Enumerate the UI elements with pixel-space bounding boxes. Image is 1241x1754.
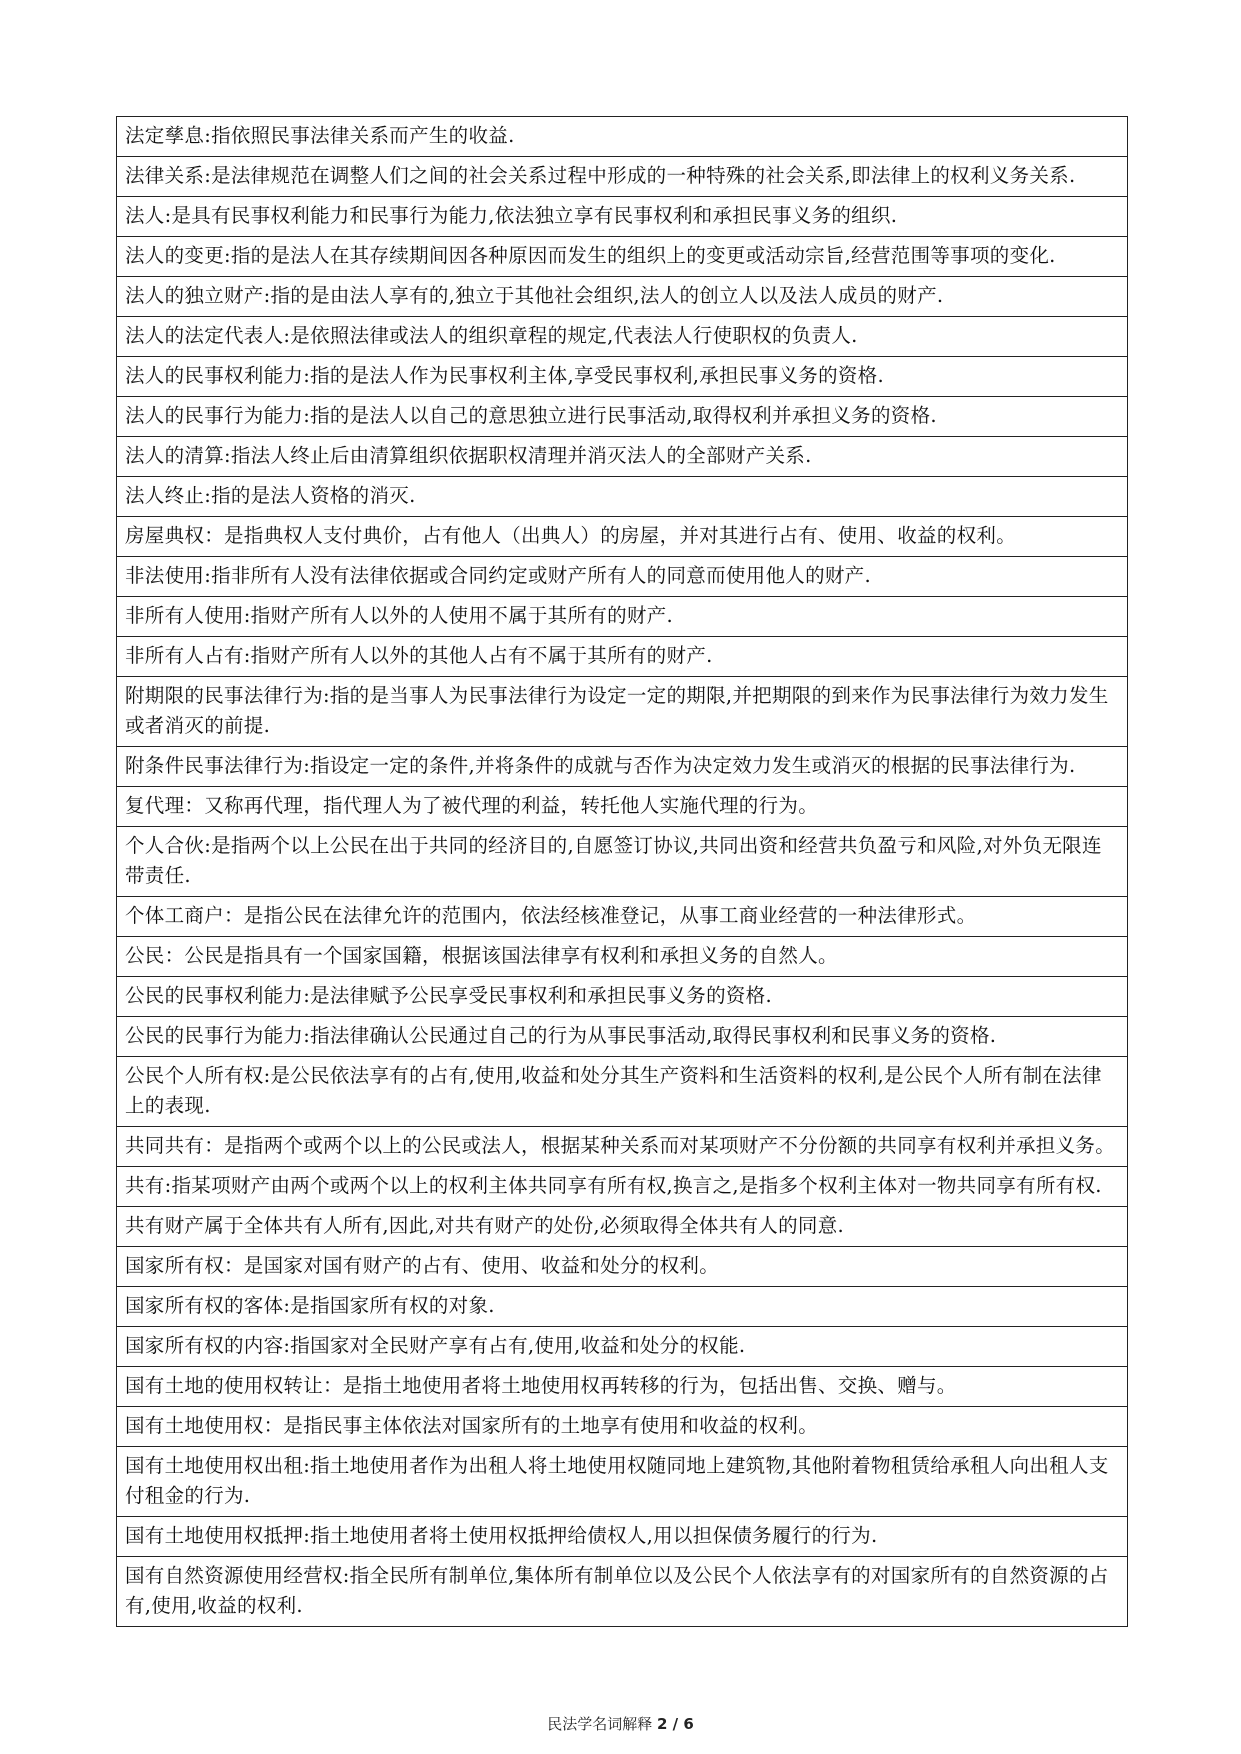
table-row bbox=[117, 1517, 1128, 1557]
definition-cell: 公民：公民是指具有一个国家国籍，根据该国法律享有权利和承担义务的自然人。 bbox=[117, 937, 1128, 977]
definition-cell: 法人的民事行为能力:指的是法人以自己的意思独立进行民事活动,取得权利并承担义务的资格. bbox=[117, 397, 1128, 437]
table-row bbox=[117, 117, 1128, 157]
definition-cell: 附期限的民事法律行为:指的是当事人为民事法律行为设定一定的期限,并把期限的到来作为民事法律行为效力发生或者消灭的前提. bbox=[117, 677, 1128, 747]
definition-cell: 法律关系:是法律规范在调整人们之间的社会关系过程中形成的一种特殊的社会关系,即法律上的权利义务关系. bbox=[117, 157, 1128, 197]
table-row bbox=[117, 787, 1128, 827]
table-row bbox=[117, 677, 1128, 747]
definition-cell: 公民个人所有权:是公民依法享有的占有,使用,收益和处分其生产资料和生活资料的权利,是公民个人所有制在法律上的表现. bbox=[117, 1057, 1128, 1127]
page-footer bbox=[0, 1713, 1241, 1734]
table-row bbox=[117, 1287, 1128, 1327]
definition-cell: 个人合伙:是指两个以上公民在出于共同的经济目的,自愿签订协议,共同出资和经营共负盈亏和风险,对外负无限连带责任. bbox=[117, 827, 1128, 897]
footer-title: 民法学名词解释 bbox=[547, 1715, 653, 1733]
definition-cell: 国有自然资源使用经营权:指全民所有制单位,集体所有制单位以及公民个人依法享有的对国家所有的自然资源的占有,使用,收益的权利. bbox=[117, 1557, 1128, 1627]
table-row bbox=[117, 1057, 1128, 1127]
table-row bbox=[117, 977, 1128, 1017]
table-row bbox=[117, 1207, 1128, 1247]
table-row bbox=[117, 397, 1128, 437]
table-row bbox=[117, 1247, 1128, 1287]
definition-cell: 共有:指某项财产由两个或两个以上的权利主体共同享有所有权,换言之,是指多个权利主体对一物共同享有所有权. bbox=[117, 1167, 1128, 1207]
definition-cell: 法人的变更:指的是法人在其存续期间因各种原因而发生的组织上的变更或活动宗旨,经营范围等事项的变化. bbox=[117, 237, 1128, 277]
definition-cell: 国有土地的使用权转让：是指土地使用者将土地使用权再转移的行为，包括出售、交换、赠与。 bbox=[117, 1367, 1128, 1407]
definition-cell: 房屋典权：是指典权人支付典价，占有他人（出典人）的房屋，并对其进行占有、使用、收益的权利。 bbox=[117, 517, 1128, 557]
definition-cell: 非法使用:指非所有人没有法律依据或合同约定或财产所有人的同意而使用他人的财产. bbox=[117, 557, 1128, 597]
definition-cell: 共同共有：是指两个或两个以上的公民或法人，根据某种关系而对某项财产不分份额的共同享有权利并承担义务。 bbox=[117, 1127, 1128, 1167]
table-row bbox=[117, 1557, 1128, 1627]
table-row bbox=[117, 1017, 1128, 1057]
table-row bbox=[117, 1167, 1128, 1207]
definition-cell: 国家所有权的客体:是指国家所有权的对象. bbox=[117, 1287, 1128, 1327]
table-row bbox=[117, 1447, 1128, 1517]
table-row bbox=[117, 1127, 1128, 1167]
table-row bbox=[117, 747, 1128, 787]
definition-cell: 非所有人占有:指财产所有人以外的其他人占有不属于其所有的财产. bbox=[117, 637, 1128, 677]
definition-cell: 法定孳息:指依照民事法律关系而产生的收益. bbox=[117, 117, 1128, 157]
table-row bbox=[117, 1367, 1128, 1407]
table-row bbox=[117, 437, 1128, 477]
definition-cell: 法人的独立财产:指的是由法人享有的,独立于其他社会组织,法人的创立人以及法人成员的财产. bbox=[117, 277, 1128, 317]
table-row bbox=[117, 637, 1128, 677]
definition-cell: 法人终止:指的是法人资格的消灭. bbox=[117, 477, 1128, 517]
table-row bbox=[117, 827, 1128, 897]
definition-cell: 法人:是具有民事权利能力和民事行为能力,依法独立享有民事权利和承担民事义务的组织. bbox=[117, 197, 1128, 237]
definition-cell: 国有土地使用权出租:指土地使用者作为出租人将土地使用权随同地上建筑物,其他附着物租赁给承租人向出租人支付租金的行为. bbox=[117, 1447, 1128, 1517]
definition-cell: 公民的民事权利能力:是法律赋予公民享受民事权利和承担民事义务的资格. bbox=[117, 977, 1128, 1017]
table-row bbox=[117, 317, 1128, 357]
definitions-body bbox=[117, 117, 1128, 1627]
table-row bbox=[117, 517, 1128, 557]
definition-cell: 国有土地使用权抵押:指土地使用者将土使用权抵押给债权人,用以担保债务履行的行为. bbox=[117, 1517, 1128, 1557]
definitions-table bbox=[116, 116, 1128, 1627]
definition-cell: 复代理：又称再代理，指代理人为了被代理的利益，转托他人实施代理的行为。 bbox=[117, 787, 1128, 827]
table-row bbox=[117, 357, 1128, 397]
definition-cell: 公民的民事行为能力:指法律确认公民通过自己的行为从事民事活动,取得民事权利和民事义务的资格. bbox=[117, 1017, 1128, 1057]
table-row bbox=[117, 277, 1128, 317]
definition-cell: 法人的民事权利能力:指的是法人作为民事权利主体,享受民事权利,承担民事义务的资格. bbox=[117, 357, 1128, 397]
definition-cell: 附条件民事法律行为:指设定一定的条件,并将条件的成就与否作为决定效力发生或消灭的根据的民事法律行为. bbox=[117, 747, 1128, 787]
definition-cell: 个体工商户：是指公民在法律允许的范围内，依法经核准登记，从事工商业经营的一种法律形式。 bbox=[117, 897, 1128, 937]
definition-cell: 国家所有权：是国家对国有财产的占有、使用、收益和处分的权利。 bbox=[117, 1247, 1128, 1287]
definition-cell: 国家所有权的内容:指国家对全民财产享有占有,使用,收益和处分的权能. bbox=[117, 1327, 1128, 1367]
definition-cell: 共有财产属于全体共有人所有,因此,对共有财产的处份,必须取得全体共有人的同意. bbox=[117, 1207, 1128, 1247]
table-row bbox=[117, 897, 1128, 937]
definition-cell: 非所有人使用:指财产所有人以外的人使用不属于其所有的财产. bbox=[117, 597, 1128, 637]
table-row bbox=[117, 1407, 1128, 1447]
table-row bbox=[117, 557, 1128, 597]
definition-cell: 法人的法定代表人:是依照法律或法人的组织章程的规定,代表法人行使职权的负责人. bbox=[117, 317, 1128, 357]
table-row bbox=[117, 597, 1128, 637]
table-row bbox=[117, 197, 1128, 237]
table-row bbox=[117, 157, 1128, 197]
table-row bbox=[117, 237, 1128, 277]
table-row bbox=[117, 1327, 1128, 1367]
page-number: 2 / 6 bbox=[657, 1715, 694, 1733]
table-row bbox=[117, 937, 1128, 977]
table-row bbox=[117, 477, 1128, 517]
definition-cell: 国有土地使用权：是指民事主体依法对国家所有的土地享有使用和收益的权利。 bbox=[117, 1407, 1128, 1447]
definition-cell: 法人的清算:指法人终止后由清算组织依据职权清理并消灭法人的全部财产关系. bbox=[117, 437, 1128, 477]
